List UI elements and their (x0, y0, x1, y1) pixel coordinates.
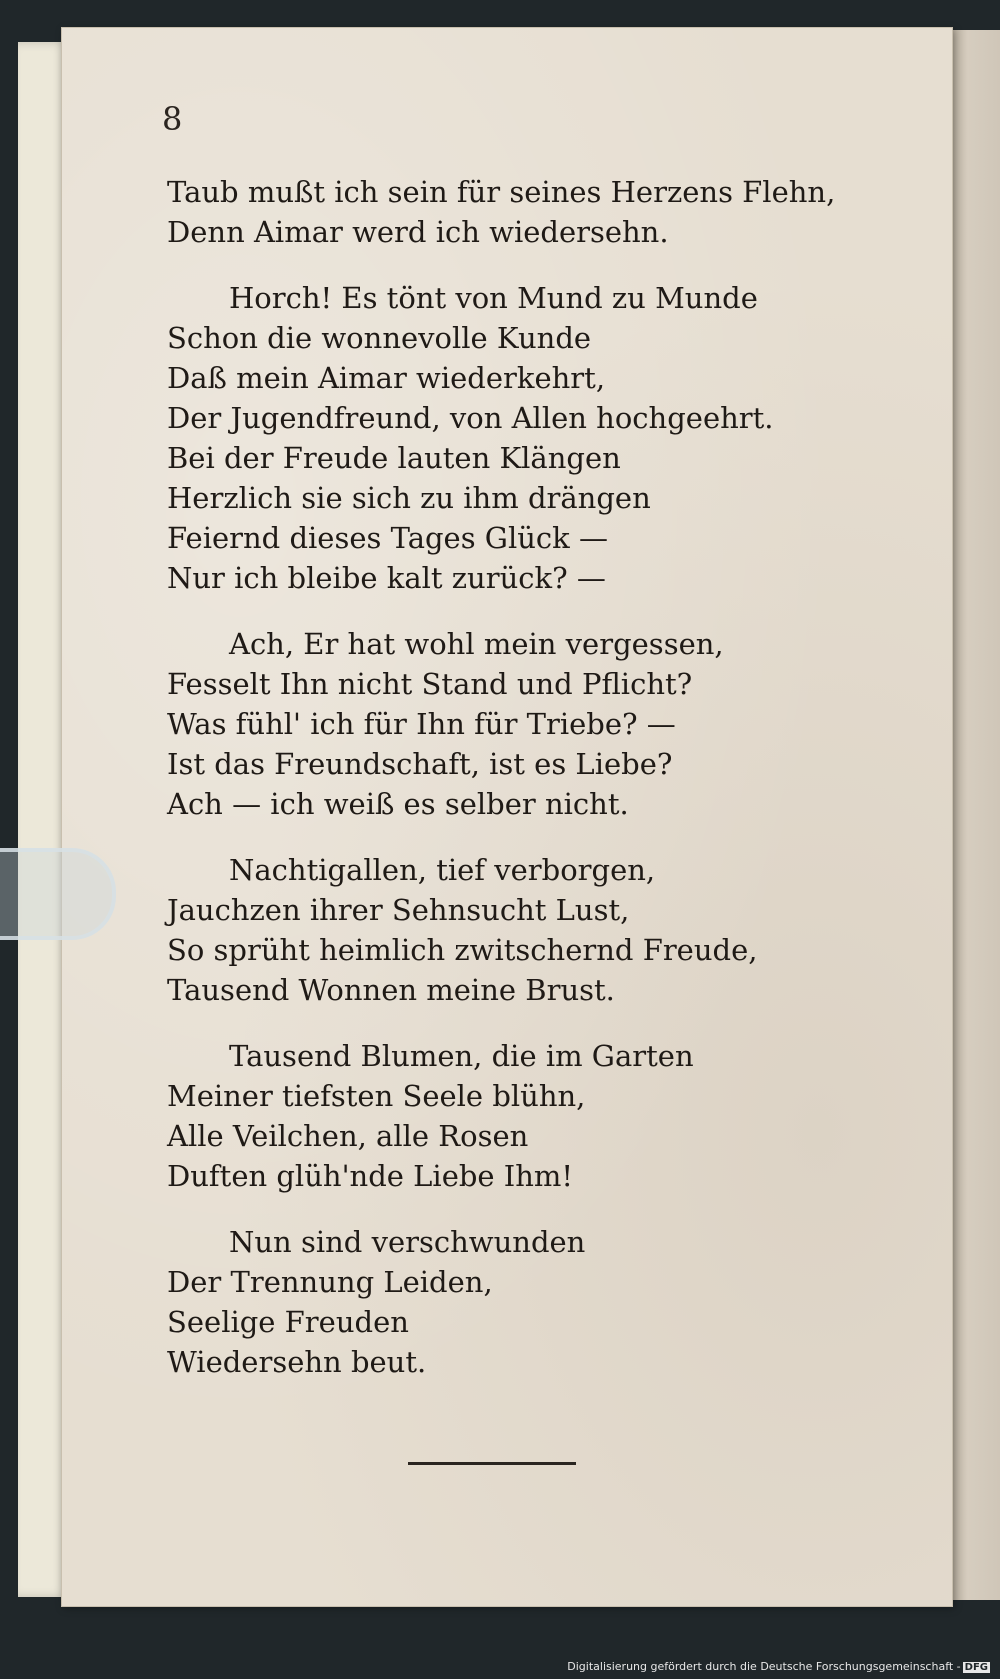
poem-line: Ach — ich weiß es selber nicht. (167, 787, 629, 821)
stanza-3 (167, 624, 887, 824)
poem-line: Tausend Wonnen meine Brust. (167, 973, 615, 1007)
poem-line: Nur ich bleibe kalt zurück? — (167, 561, 606, 595)
poem-line: Ach, Er hat wohl mein vergessen, (229, 627, 724, 661)
page-clip (0, 848, 116, 940)
poem-line: Jauchzen ihrer Sehnsucht Lust, (167, 893, 630, 927)
poem-line: Meiner tiefsten Seele blühn, (167, 1079, 586, 1113)
poem-line: Daß mein Aimar wiederkehrt, (167, 361, 606, 395)
stanza-5 (167, 1036, 887, 1196)
stanza-4 (167, 850, 887, 1010)
poem-line: Schon die wonnevolle Kunde (167, 321, 592, 355)
dfg-logo: DFG (964, 1662, 988, 1673)
poem-line: Taub mußt ich sein für seines Herzens Flehn, (167, 175, 836, 209)
right-page-fold (946, 30, 1000, 1600)
page-number: 8 (162, 100, 183, 138)
digitization-credit (567, 1660, 990, 1673)
poem-line: Herzlich sie sich zu ihm drängen (167, 481, 651, 515)
credit-text: Digitalisierung gefördert durch die Deutsche Forschungsgemeinschaft - (567, 1660, 961, 1673)
left-page-edge (18, 42, 68, 1597)
poem-line: Alle Veilchen, alle Rosen (167, 1119, 529, 1153)
poem-line: Nun sind verschwunden (229, 1225, 586, 1259)
stanza-2 (167, 278, 887, 598)
poem-line: Duften glüh'nde Liebe Ihm! (167, 1159, 574, 1193)
poem-line: Bei der Freude lauten Klängen (167, 441, 621, 475)
poem-line: Feiernd dieses Tages Glück — (167, 521, 608, 555)
poem-line: Ist das Freundschaft, ist es Liebe? (167, 747, 673, 781)
stanza-6 (167, 1222, 887, 1382)
poem-line: So sprüht heimlich zwitschernd Freude, (167, 933, 758, 967)
closing-rule (408, 1462, 576, 1465)
poem-line: Was fühl' ich für Ihn für Triebe? — (167, 707, 676, 741)
poem-line: Der Jugendfreund, von Allen hochgeehrt. (167, 401, 774, 435)
stanza-1 (167, 172, 887, 252)
poem-line: Horch! Es tönt von Mund zu Munde (229, 281, 758, 315)
poem-line: Der Trennung Leiden, (167, 1265, 493, 1299)
poem-line: Fesselt Ihn nicht Stand und Pflicht? (167, 667, 693, 701)
poem-line: Wiedersehn beut. (167, 1345, 427, 1379)
poem-line: Nachtigallen, tief verborgen, (229, 853, 656, 887)
poem-line: Seelige Freuden (167, 1305, 409, 1339)
poem-text (167, 172, 887, 1382)
poem-line: Denn Aimar werd ich wiedersehn. (167, 215, 669, 249)
poem-line: Tausend Blumen, die im Garten (229, 1039, 694, 1073)
